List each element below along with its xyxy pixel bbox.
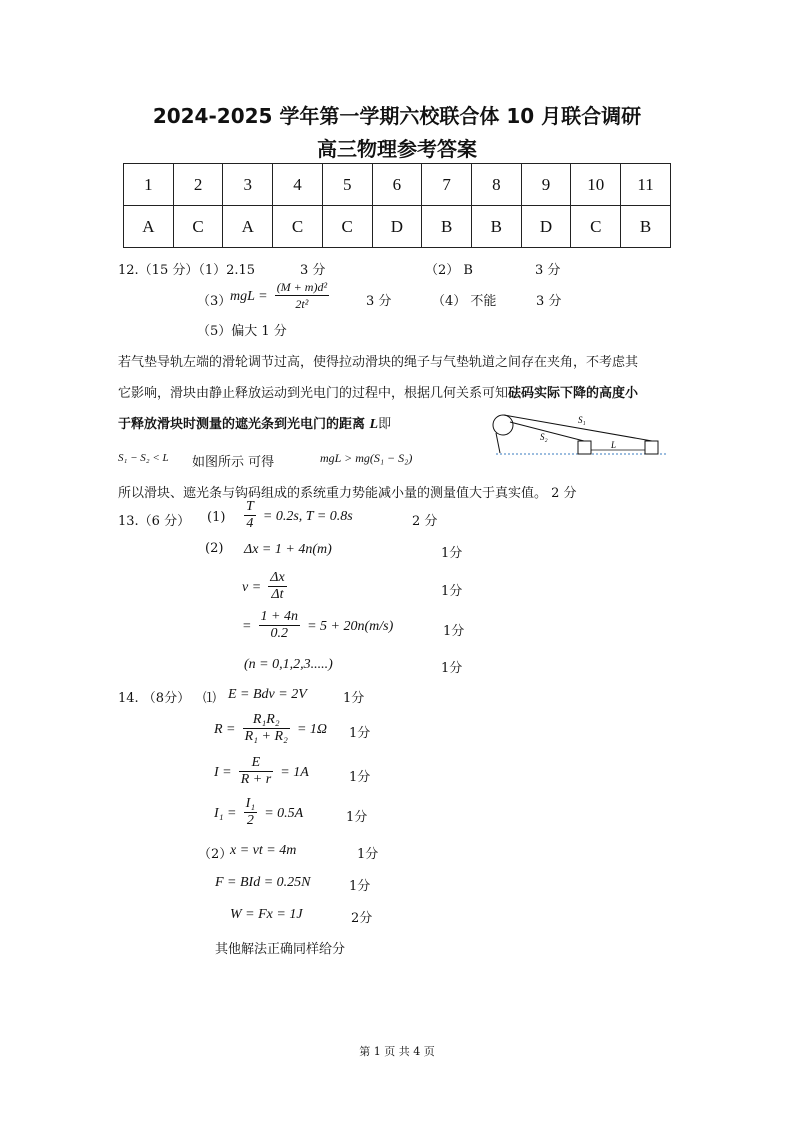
q12-explanation-line2 bbox=[118, 382, 638, 401]
explanation-text: 即 bbox=[378, 417, 392, 432]
q14-equation-2 bbox=[214, 712, 327, 745]
answer-table-answer-row bbox=[124, 206, 671, 248]
page-subtitle: 高三物理参考答案 bbox=[317, 137, 477, 161]
table-cell: 4 bbox=[273, 164, 323, 206]
q14-part1-label: ⑴ bbox=[203, 691, 217, 706]
fraction-numerator: T bbox=[246, 499, 254, 514]
q13-part1-score: 2 分 bbox=[412, 514, 438, 529]
q14-equation-7-score: 2分 bbox=[351, 911, 373, 926]
equation-fraction bbox=[268, 570, 286, 603]
q12-heading: 12.（15 分）（1）2.15 bbox=[118, 263, 256, 278]
fraction-denominator: 0.2 bbox=[270, 626, 289, 641]
table-cell: B bbox=[621, 206, 671, 248]
q14-note: 其他解法正确同样给分 bbox=[215, 942, 346, 957]
table-cell: A bbox=[124, 206, 174, 248]
fraction-denominator: Δt bbox=[271, 587, 284, 602]
q13-equation-2 bbox=[242, 570, 289, 603]
q14-part2-label: （2） bbox=[198, 847, 233, 862]
q13-equation-2-score: 1分 bbox=[441, 584, 463, 599]
equation-rest: = 1A bbox=[280, 765, 309, 780]
fraction-numerator: I₁ bbox=[245, 796, 256, 811]
fraction-numerator: (M + m)d² bbox=[276, 280, 328, 294]
label-l: L bbox=[611, 440, 617, 450]
slider-block bbox=[578, 441, 591, 454]
explanation-emphasis: 于释放滑块时测量的遮光条到光电门的距离 bbox=[118, 417, 366, 432]
table-cell: 1 bbox=[124, 164, 174, 206]
page-footer: 第 1 页 共 4 页 bbox=[359, 1045, 435, 1058]
q14-equation-6-score: 1分 bbox=[349, 879, 371, 894]
table-cell: 11 bbox=[621, 164, 671, 206]
q13-part1-equation bbox=[242, 499, 353, 532]
equation-lhs: = bbox=[242, 619, 252, 634]
q13-equation-1-score: 1分 bbox=[441, 546, 463, 561]
table-cell: 10 bbox=[571, 164, 621, 206]
q14-equation-4-score: 1分 bbox=[346, 810, 368, 825]
q14-equation-1: E = Bdv = 2V bbox=[228, 687, 307, 702]
label-s1: S₁ bbox=[578, 415, 586, 425]
q13-equation-3-score: 1分 bbox=[443, 624, 465, 639]
explanation-text: 它影响，滑块由静止释放运动到光电门的过程中，根据几何关系可知 bbox=[118, 386, 509, 401]
fraction-denominator: R₁ + R₂ bbox=[244, 729, 288, 744]
q13-equation-4-score: 1分 bbox=[441, 661, 463, 676]
table-cell: 2 bbox=[173, 164, 223, 206]
q14-equation-3 bbox=[214, 755, 309, 788]
q14-equation-1-score: 1分 bbox=[343, 691, 365, 706]
equation-lhs: R = bbox=[214, 722, 236, 737]
q13-part1-label: (1) bbox=[207, 510, 226, 525]
fraction-numerator: Δx bbox=[270, 570, 285, 585]
q12-inequality-2: mgL > mg(S₁ − S₂) bbox=[320, 451, 413, 465]
q12-part4-score: 3 分 bbox=[536, 294, 562, 309]
answer-table bbox=[123, 163, 671, 248]
equation-rest: = 1Ω bbox=[296, 722, 328, 737]
photogate-block bbox=[645, 441, 658, 454]
table-cell: D bbox=[521, 206, 571, 248]
table-cell: B bbox=[471, 206, 521, 248]
fraction-denominator: 4 bbox=[246, 516, 254, 531]
equation-fraction bbox=[243, 712, 290, 745]
table-cell: 8 bbox=[471, 164, 521, 206]
equation-rest: = 5 + 20n(m/s) bbox=[307, 619, 394, 634]
equation-lhs: v = bbox=[242, 580, 262, 595]
q12-conclusion: 所以滑块、遮光条与钩码组成的系统重力势能减小量的测量值大于真实值。 2 分 bbox=[118, 486, 577, 501]
q14-equation-5-score: 1分 bbox=[357, 847, 379, 862]
table-cell: C bbox=[571, 206, 621, 248]
table-cell: 6 bbox=[372, 164, 422, 206]
answer-table-number-row bbox=[124, 164, 671, 206]
q13-equation-1: Δx = 1 + 4n(m) bbox=[244, 542, 332, 557]
equation-fraction bbox=[259, 609, 300, 642]
table-cell: D bbox=[372, 206, 422, 248]
q13-equation-3 bbox=[242, 609, 393, 642]
table-cell: C bbox=[322, 206, 372, 248]
fraction-denominator: 2 bbox=[246, 813, 254, 828]
q13-equation-4: (n = 0,1,2,3.....) bbox=[244, 657, 333, 672]
q14-equation-2-score: 1分 bbox=[349, 726, 371, 741]
fraction-numerator: E bbox=[239, 755, 273, 772]
q12-part2: （2） B bbox=[425, 263, 473, 278]
q12-part1-score: 3 分 bbox=[300, 263, 326, 278]
equation-lhs: mgL = bbox=[230, 289, 268, 304]
q12-part3-equation bbox=[230, 279, 331, 312]
explanation-emphasis: 砝码实际下降的高度小 bbox=[508, 386, 639, 401]
table-cell: B bbox=[422, 206, 472, 248]
equation-fraction bbox=[244, 796, 258, 829]
pulley-circle bbox=[493, 415, 513, 435]
q12-inequality-1: S₁ − S₂ < L bbox=[118, 452, 169, 464]
equation-lhs: I₁ = bbox=[214, 806, 237, 821]
q14-equation-3-score: 1分 bbox=[349, 770, 371, 785]
variable-L: L bbox=[369, 417, 379, 432]
q12-part2-score: 3 分 bbox=[535, 263, 561, 278]
page-title: 2024-2025 学年第一学期六校联合体 10 月联合调研 bbox=[152, 104, 642, 128]
q13-part2-label: (2) bbox=[205, 541, 224, 556]
equation-fraction bbox=[244, 499, 256, 532]
q12-inequality-text: 如图所示 可得 bbox=[192, 455, 275, 470]
table-cell: 3 bbox=[223, 164, 273, 206]
equation-rest: = 0.5A bbox=[264, 806, 304, 821]
table-cell: 5 bbox=[322, 164, 372, 206]
q12-figure bbox=[488, 408, 668, 463]
pulley-support bbox=[496, 433, 500, 453]
table-cell: C bbox=[273, 206, 323, 248]
fraction-numerator: 1 + 4n bbox=[260, 609, 298, 624]
equation-fraction bbox=[239, 755, 273, 788]
q12-explanation-line3 bbox=[118, 413, 391, 433]
q12-explanation-line1: 若气垫导轨左端的滑轮调节过高，使得拉动滑块的绳子与气垫轨道之间存在夹角，不考虑其 bbox=[118, 355, 639, 370]
q12-part3-score: 3 分 bbox=[366, 294, 392, 309]
table-cell: C bbox=[173, 206, 223, 248]
q14-equation-7: W = Fx = 1J bbox=[230, 907, 303, 922]
q12-part5: （5）偏大 1 分 bbox=[197, 324, 287, 339]
q14-equation-6: F = BId = 0.25N bbox=[215, 875, 311, 890]
table-cell: 7 bbox=[422, 164, 472, 206]
q14-equation-5: x = vt = 4m bbox=[230, 843, 297, 858]
q12-part3-label: （3） bbox=[197, 294, 232, 309]
table-cell: A bbox=[223, 206, 273, 248]
q12-part4: （4） 不能 bbox=[432, 294, 497, 309]
fraction-denominator: R + r bbox=[240, 772, 272, 787]
equation-lhs: I = bbox=[214, 765, 232, 780]
fraction-denominator: 2t² bbox=[295, 297, 309, 311]
q14-heading: 14. （8分） bbox=[118, 691, 191, 706]
equation-fraction bbox=[275, 279, 329, 312]
q14-equation-4 bbox=[214, 796, 303, 829]
table-cell: 9 bbox=[521, 164, 571, 206]
label-s2: S₂ bbox=[540, 432, 548, 442]
fraction-numerator: R₁R₂ bbox=[243, 712, 290, 729]
q13-heading: 13.（6 分） bbox=[118, 514, 191, 529]
equation-rest: = 0.2s, T = 0.8s bbox=[262, 509, 353, 524]
